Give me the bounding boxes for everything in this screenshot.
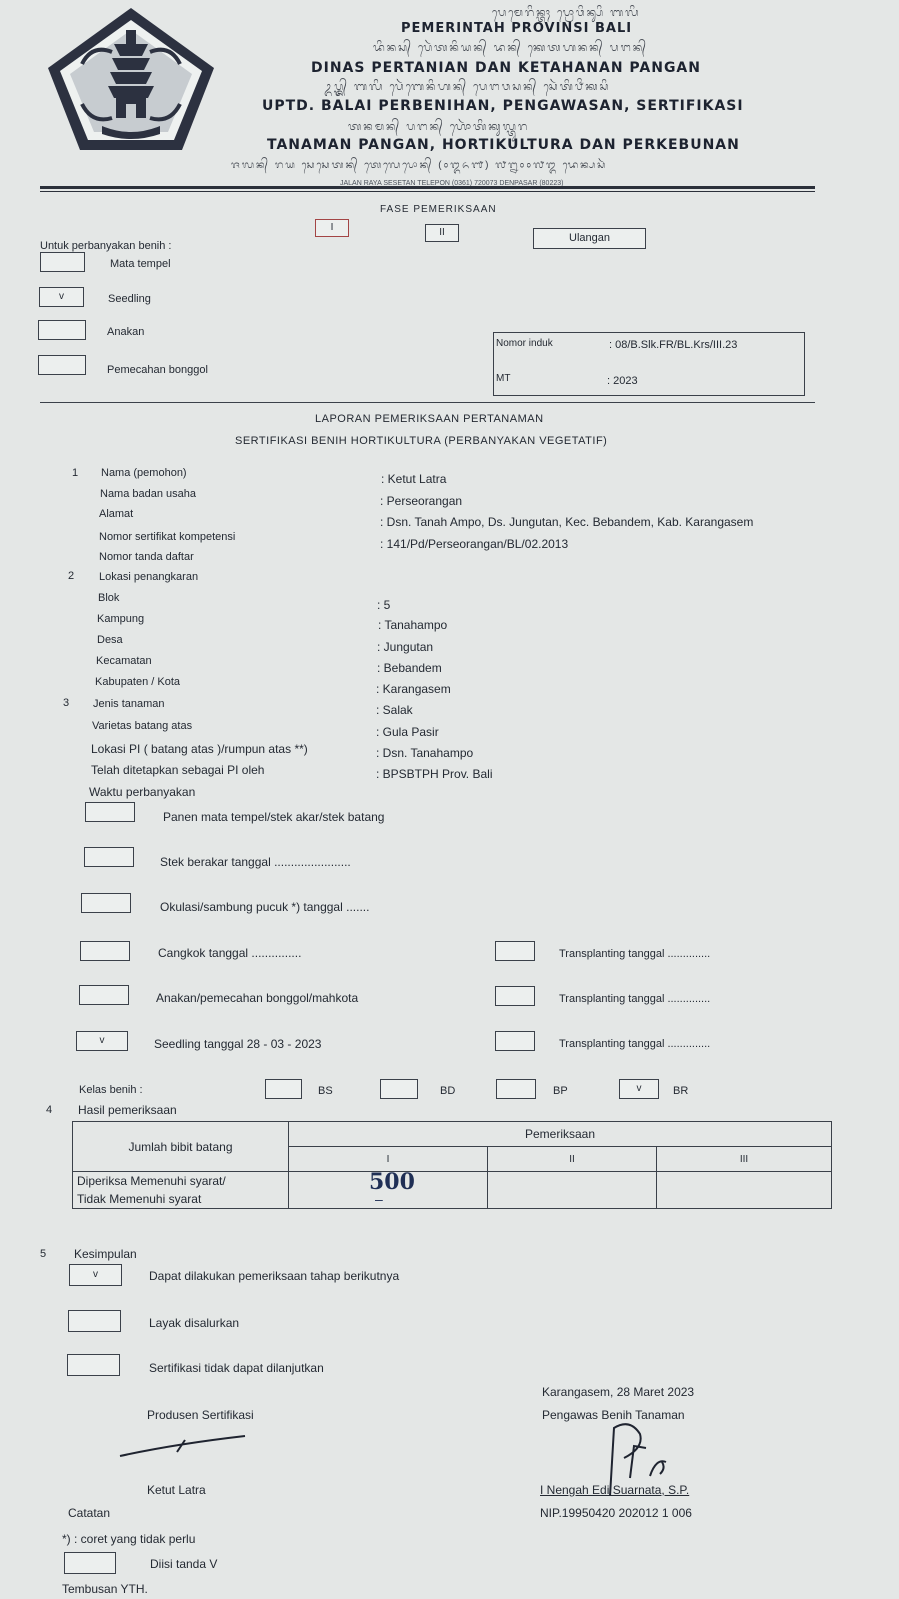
government-logo: [42, 4, 220, 154]
tembusan-label: Tembusan YTH.: [62, 1582, 148, 1596]
phase-2-box[interactable]: II: [425, 224, 459, 242]
section-title: Kesimpulan: [74, 1247, 137, 1261]
waktu-label: Waktu perbanyakan: [89, 785, 196, 799]
field-label: Nomor tanda daftar: [99, 551, 194, 563]
bali-script-line: ᬢᬦᬫᬦ᭄ ᬧᬗᬦ᭄ ᬳᭀᬃᬢᬶᬓᬸᬮ᭄ᬢᬸᬭ: [348, 121, 530, 133]
crops-name: TANAMAN PANGAN, HORTIKULTURA DAN PERKEBUNAN: [267, 137, 740, 153]
option-label: Anakan: [107, 326, 145, 338]
results-table: [72, 1121, 832, 1209]
field-value: : 141/Pd/Perseorangan/BL/02.2013: [380, 537, 569, 551]
place-date: Karangasem, 28 Maret 2023: [542, 1385, 695, 1399]
option-label: Panen mata tempel/stek akar/stek batang: [163, 810, 385, 824]
table-cell: [488, 1172, 657, 1209]
producer-signature-icon: [115, 1430, 255, 1460]
class-label: BP: [553, 1085, 568, 1097]
header-rule: [40, 186, 815, 189]
option-label: Anakan/pemecahan bonggol/mahkota: [156, 991, 359, 1005]
field-label: Kabupaten / Kota: [95, 676, 181, 688]
table-subheader: III: [657, 1147, 832, 1172]
kelas-label: Kelas benih :: [79, 1084, 143, 1096]
bali-script-line: ᬧᬾᬫᬾᬭᬶᬦ᭄ᬢᬄ ᬧ᭄ᬭᭀᬯᬶᬦ᭄ᬲᬶ ᬩᬮᬶ: [492, 7, 641, 19]
field-value: : Tanahampo: [378, 618, 448, 632]
option-label: Seedling: [108, 293, 151, 305]
inspector-name: I Nengah Edi Suarnata, S.P.: [540, 1483, 690, 1497]
section-number: 1: [72, 467, 79, 479]
nomor-induk-label: Nomor induk: [496, 338, 553, 349]
class-label: BS: [318, 1085, 333, 1097]
field-value: : Karangasem: [376, 682, 451, 696]
option-label: Dapat dilakukan pemeriksaan tahap berikutnya: [149, 1269, 400, 1283]
field-value: : Dsn. Tanahampo: [376, 746, 474, 760]
table-cell: [289, 1169, 488, 1209]
option-label: Seedling tanggal 28 - 03 - 2023: [154, 1037, 322, 1051]
bali-script-line: ᬚᬮᬦ᭄ ᬭᬬ ᬲᬾᬲᬾᬢᬦ᭄ ᬢᬾᬮᬾᬧᭀᬦ᭄ (᭐᭓᭖᭑) ᭗᭒᭐᭐᭗᭓ ᬤᬾᬦ᭄ᬧᬲᬃ: [231, 160, 608, 171]
row-label-memenuhi: Diperiksa Memenuhi syarat/: [77, 1174, 226, 1188]
checkbox-seedling[interactable]: v: [39, 287, 84, 307]
checkbox-cangkok[interactable]: [80, 941, 130, 961]
option-label: Mata tempel: [110, 258, 171, 270]
option-label: Okulasi/sambung pucuk *) tanggal .......: [160, 900, 370, 914]
field-value: : Bebandem: [377, 661, 442, 675]
checkbox-okulasi[interactable]: [81, 893, 131, 913]
field-value: : Gula Pasir: [376, 725, 439, 739]
divider: [40, 402, 815, 403]
option-label: Stek berakar tanggal .......................: [160, 855, 351, 869]
field-label: Nomor sertifikat kompetensi: [99, 531, 236, 543]
checkbox-bs[interactable]: [265, 1079, 302, 1099]
mt-label: MT: [496, 373, 511, 384]
field-value: : Perseorangan: [380, 494, 463, 508]
nomor-induk-value: : 08/B.Slk.FR/BL.Krs/III.23: [609, 339, 738, 351]
producer-name: Ketut Latra: [147, 1483, 206, 1497]
field-label: Blok: [98, 592, 120, 604]
repeat-box[interactable]: Ulangan: [533, 228, 646, 249]
checkbox-transplant[interactable]: [495, 941, 535, 961]
option-label: Layak disalurkan: [149, 1316, 240, 1330]
table-subheader: I: [289, 1147, 488, 1172]
inspector-nip: NIP.19950420 202012 1 006: [540, 1506, 692, 1520]
option-label: Cangkok tanggal ...............: [158, 946, 302, 960]
office-address: JALAN RAYA SESETAN TELEPON (0361) 720073 DENPASAR (80223): [340, 180, 564, 187]
section-number: 3: [63, 697, 70, 709]
checkbox-transplant[interactable]: [495, 1031, 535, 1051]
field-value: : Dsn. Tanah Ampo, Ds. Jungutan, Kec. Bebandem, Kab. Karangasem: [380, 515, 754, 529]
field-label: Nama badan usaha: [100, 488, 197, 500]
table-row: [73, 1172, 832, 1209]
table-row-label: [73, 1172, 289, 1209]
field-label: Alamat: [99, 508, 134, 520]
checkbox-br[interactable]: v: [619, 1079, 659, 1099]
department-name: DINAS PERTANIAN DAN KETAHANAN PANGAN: [311, 60, 701, 76]
catatan-label: Catatan: [68, 1506, 111, 1520]
field-label: Desa: [97, 634, 123, 646]
checkbox-tidak-dilanjutkan[interactable]: [67, 1354, 120, 1376]
table-header-jumlah: Jumlah bibit batang: [73, 1122, 289, 1172]
field-value: : 5: [377, 598, 391, 612]
handwritten-value: –: [375, 1191, 383, 1207]
diisi-note: Diisi tanda V: [150, 1557, 218, 1571]
checkbox-bp[interactable]: [496, 1079, 536, 1099]
checkbox-stek-berakar[interactable]: [84, 847, 134, 867]
checkbox-anakan-pemecahan[interactable]: [79, 985, 129, 1005]
coret-note: *) : coret yang tidak perlu: [62, 1532, 196, 1546]
section-number: 5: [40, 1248, 47, 1260]
option-label: Transplanting tanggal ..............: [559, 1038, 711, 1050]
field-value: : Jungutan: [377, 640, 434, 654]
checkbox-layak-disalurkan[interactable]: [68, 1310, 121, 1332]
checkbox-bd[interactable]: [380, 1079, 418, 1099]
field-label: Jenis tanaman: [93, 698, 165, 710]
bali-emblem-icon: [42, 4, 220, 154]
legend-checkbox: [64, 1552, 116, 1574]
option-label: Sertifikasi tidak dapat dilanjutkan: [149, 1361, 324, 1375]
inspector-title: Pengawas Benih Tanaman: [542, 1408, 685, 1422]
option-label: Pemecahan bonggol: [107, 364, 208, 376]
table-subheader: II: [488, 1147, 657, 1172]
field-value: : Ketut Latra: [381, 472, 447, 486]
checkbox-anakan[interactable]: [38, 320, 86, 340]
checkbox-tahap-berikutnya[interactable]: v: [69, 1264, 122, 1286]
section-title: Lokasi penangkaran: [99, 571, 199, 583]
checkbox-mata-tempel[interactable]: [40, 252, 85, 272]
producer-title: Produsen Sertifikasi: [147, 1408, 254, 1422]
field-value: : BPSBTPH Prov. Bali: [376, 767, 493, 781]
section-title: Hasil pemeriksaan: [78, 1103, 177, 1117]
field-value: : Salak: [376, 703, 413, 717]
field-label: Telah ditetapkan sebagai PI oleh: [91, 763, 265, 777]
bali-script-line: ᬉᬧ᭄ᬢ᭄ᬤ᭄ ᬩᬮᬶ ᬧᬾᬃᬩᬾᬦᬶᬳᬦ᭄ ᬧᬾᬗᬯᬲᬦ᭄ ᬲᬾᬃᬢᬶᬨᬶᬓᬲᬶ: [324, 81, 611, 93]
field-label: Kampung: [97, 613, 145, 625]
section-number: 4: [46, 1104, 53, 1116]
phase-title: FASE PEMERIKSAAN: [380, 204, 497, 215]
report-subtitle: SERTIFIKASI BENIH HORTIKULTURA (PERBANYAKAN VEGETATIF): [235, 435, 608, 447]
class-label: BD: [440, 1085, 456, 1097]
field-label: Kecamatan: [96, 655, 152, 667]
mt-value: : 2023: [607, 375, 638, 387]
field-label: Nama (pemohon): [101, 467, 187, 479]
header-rule: [40, 191, 815, 192]
uptd-name: UPTD. BALAI PERBENIHAN, PENGAWASAN, SERTIFIKASI: [262, 98, 744, 114]
field-label: Lokasi PI ( batang atas )/rumpun atas **): [91, 742, 308, 756]
government-name: PEMERINTAH PROVINSI BALI: [401, 21, 633, 36]
class-label: BR: [673, 1085, 689, 1097]
checkbox-panen[interactable]: [85, 802, 135, 822]
report-title: LAPORAN PEMERIKSAAN PERTANAMAN: [315, 413, 544, 425]
table-header-pemeriksaan: Pemeriksaan: [289, 1122, 832, 1147]
section-number: 2: [68, 570, 75, 582]
induk-box: [493, 332, 805, 396]
checkbox-transplant[interactable]: [495, 986, 535, 1006]
handwritten-value: 500: [369, 1169, 415, 1195]
option-label: Transplanting tanggal ..............: [559, 993, 711, 1005]
option-label: Transplanting tanggal ..............: [559, 948, 711, 960]
checkbox-pemecahan-bonggol[interactable]: [38, 355, 86, 375]
field-label: Varietas batang atas: [92, 720, 193, 732]
row-label-tidak: Tidak Memenuhi syarat: [77, 1192, 202, 1206]
checkbox-seedling-date[interactable]: v: [76, 1031, 128, 1051]
table-cell: [657, 1172, 832, 1209]
bali-script-line: ᬤᬶᬦᬲ᭄ ᬧᬾᬃᬢᬦᬶᬬᬦ᭄ ᬤᬦ᭄ ᬓᬾᬢᬳᬦᬦ᭄ ᬧᬗᬦ᭄: [373, 42, 648, 54]
propagation-label: Untuk perbanyakan benih :: [40, 240, 172, 252]
phase-1-box[interactable]: I: [315, 219, 349, 237]
